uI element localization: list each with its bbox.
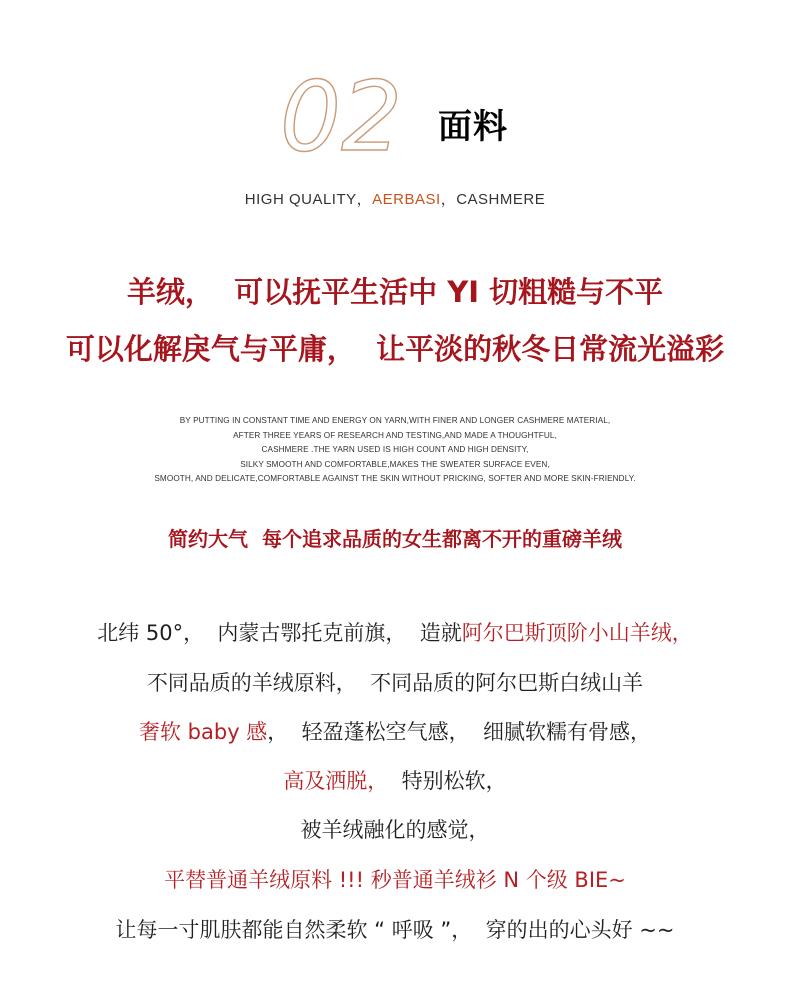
english-line: AFTER THREE YEARS OF RESEARCH AND TESTING,AND MADE A THOUGHTFUL, [233,430,557,440]
section-number [278,60,428,160]
body-line-4 [0,771,790,792]
subtitle-part1: HIGH QUALITY， [244,191,373,208]
body-line-1 [0,623,790,644]
english-line: SILKY SMOOTH AND COMFORTABLE,MAKES THE SWEATER SURFACE EVEN, [240,459,550,469]
body-line-1-text: 北纬 50°， 内蒙古鄂托克前旗， 造就 [97,621,462,645]
body-line-1-highlight: 阿尔巴斯顶阶小山羊绒， [461,621,693,645]
body-line-3-highlight: 奢软 baby 感 [138,720,268,744]
subtitle [0,188,790,209]
subtitle-brand: AERBASI [372,191,441,208]
subtitle-part2: ，CASHMERE [440,191,546,208]
tagline: 简约大气 每个追求品质的女生都离不开的重磅羊绒 [168,527,622,551]
english-line: SMOOTH, AND DELICATE,COMFORTABLE AGAINST THE SKIN WITHOUT PRICKING, SOFTER AND MORE SKIN-FRIENDLY. [154,474,636,484]
english-line: BY PUTTING IN CONSTANT TIME AND ENERGY ON YARN,WITH FINER AND LONGER CASHMERE MATERIAL, [179,416,611,425]
body-line-2: 不同品质的羊绒原料， 不同品质的阿尔巴斯白绒山羊 [146,671,644,695]
body-line-4-highlight: 高及洒脱， [283,769,389,793]
body-line-3 [0,722,790,743]
section-number-text: 02 [280,61,403,160]
english-paragraph [0,414,790,487]
body-line-7: 让每一寸肌肤都能自然柔软 “ 呼吸 ”， 穿的出的心头好 ~~ [115,918,675,942]
section-header [0,60,790,160]
body-line-3-text: ， 轻盈蓬松空气感， 细腻软糯有骨感， [267,720,651,744]
headline-line-1: 羊绒， 可以抚平生活中 YI 切粗糙与不平 [126,275,664,309]
body-line-6: 平替普通羊绒原料 !!! 秒普通羊绒衫 N 个级 BIE~ [164,868,626,892]
english-line: CASHMERE .THE YARN USED IS HIGH COUNT AND HIGH DENSITY, [261,445,529,455]
body-line-4-text: 特别松软， [388,769,507,793]
headline-line-2: 可以化解戾气与平庸， 让平淡的秋冬日常流光溢彩 [65,332,725,366]
body-line-5: 被羊绒融化的感觉， [300,818,490,842]
section-title: 面料 [438,107,508,147]
